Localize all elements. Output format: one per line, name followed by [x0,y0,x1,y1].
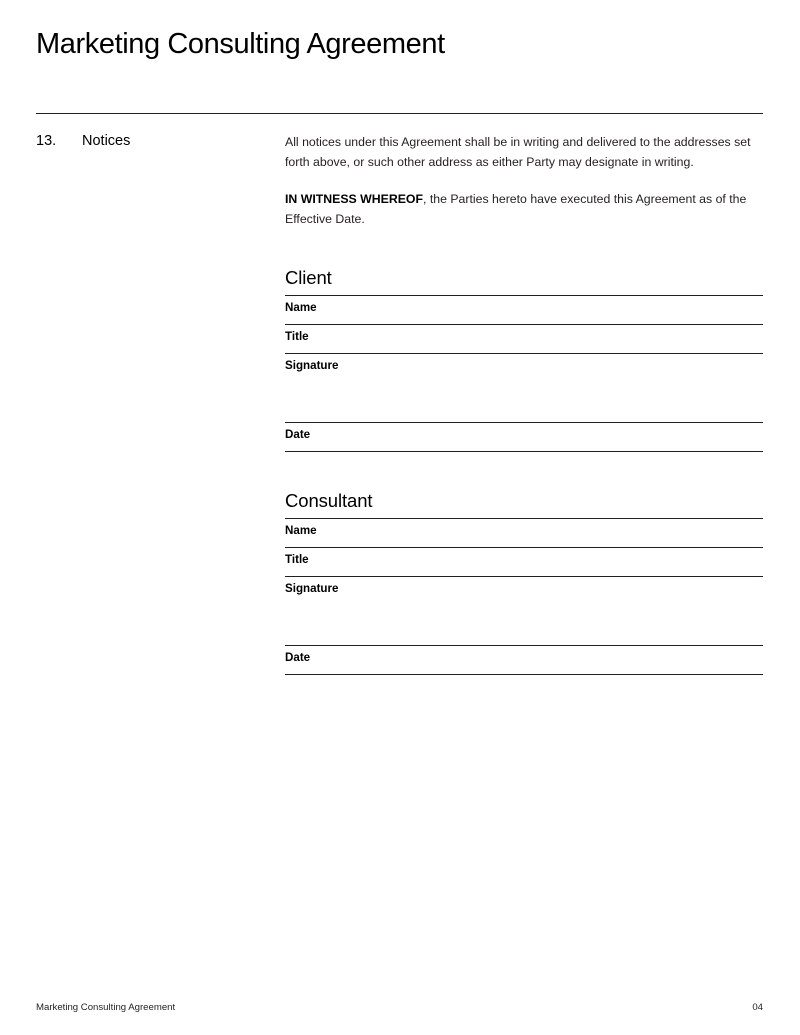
signature-block-client [285,267,763,452]
page-footer [36,1002,763,1013]
section-name: Notices [82,133,131,149]
field-client-signature[interactable] [285,353,763,422]
section-body [285,133,763,675]
field-label: Date [285,428,311,442]
field-label: Signature [285,582,339,596]
signature-block-consultant [285,490,763,675]
title-divider [36,113,763,114]
field-consultant-title[interactable] [285,547,763,576]
section-number: 13. [36,133,57,149]
field-label: Name [285,524,317,538]
paragraph-notices: All notices under this Agreement shall be in writing and delivered to the addresses set forth above, or such other address as either Party may designate in writing. [285,135,751,169]
witness-lead: IN WITNESS WHEREOF [285,192,423,207]
field-client-name[interactable] [285,295,763,324]
field-label: Date [285,651,311,665]
field-client-date[interactable] [285,422,763,452]
field-label: Title [285,330,309,344]
footer-document-name: Marketing Consulting Agreement [36,1002,176,1013]
field-label: Signature [285,359,339,373]
field-label: Title [285,553,309,567]
field-consultant-name[interactable] [285,518,763,547]
field-consultant-date[interactable] [285,645,763,675]
page-title: Marketing Consulting Agreement [36,28,445,60]
field-consultant-signature[interactable] [285,576,763,645]
signature-block-heading: Client [285,267,332,289]
field-client-title[interactable] [285,324,763,353]
section-heading [36,133,276,149]
witness-text: , the Parties hereto have executed this Agreement as of the Effective Date. [285,192,747,226]
footer-page-number: 04 [752,1002,763,1013]
field-label: Name [285,301,317,315]
signature-block-heading: Consultant [285,490,373,512]
paragraph-witness [285,190,763,229]
